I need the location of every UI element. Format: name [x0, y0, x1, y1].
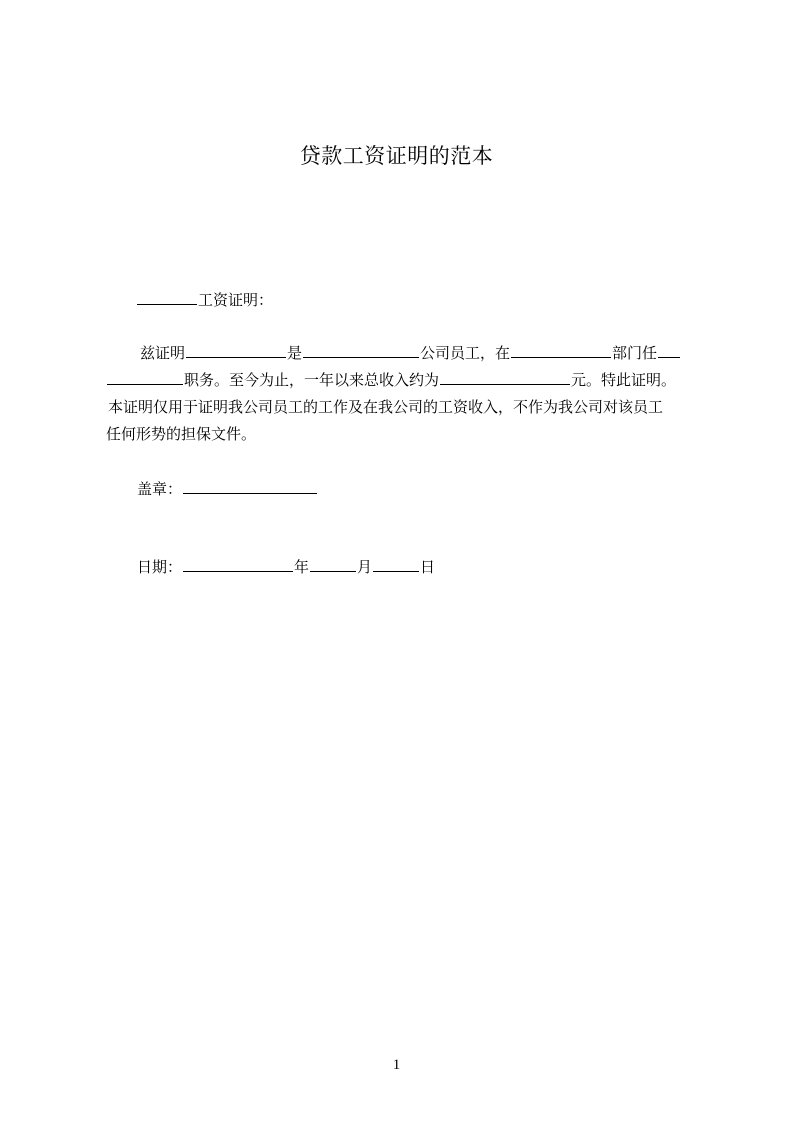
document-title: 贷款工资证明的范本 — [299, 144, 494, 168]
year-label: 年 — [294, 558, 310, 576]
department-blank — [511, 342, 611, 358]
salutation-line — [136, 289, 273, 311]
day-label: 日 — [420, 558, 436, 576]
seal-line — [137, 478, 318, 500]
seal-blank — [183, 478, 317, 494]
body-text: 是 — [287, 344, 303, 362]
company-blank — [303, 342, 419, 358]
body-text: 职务。至今为止，一年以来总收入约为 — [184, 371, 440, 389]
company-name-blank — [137, 289, 197, 305]
body-line-4: 任何形势的担保文件。 — [106, 425, 257, 443]
income-blank — [440, 369, 570, 385]
month-label: 月 — [357, 558, 373, 576]
page-number: 1 — [392, 1057, 401, 1073]
salutation-text: 工资证明： — [198, 291, 274, 309]
seal-label: 盖章： — [137, 480, 183, 498]
year-blank — [183, 556, 293, 572]
body-text: 兹证明 — [140, 344, 186, 362]
body-text: 部门任 — [612, 344, 658, 362]
position-blank-start — [658, 342, 680, 358]
position-blank-end — [107, 369, 183, 385]
date-line — [137, 556, 435, 578]
day-blank — [373, 556, 419, 572]
employee-name-blank — [186, 342, 286, 358]
date-label: 日期： — [137, 558, 183, 576]
body-line-3: 本证明仅用于证明我公司员工的工作及在我公司的工资收入，不作为我公司对该员工 — [108, 398, 664, 416]
body-line-2 — [106, 369, 676, 391]
body-line-1 — [140, 342, 681, 364]
body-text: 元。特此证明。 — [571, 371, 677, 389]
month-blank — [310, 556, 356, 572]
body-text: 公司员工，在 — [420, 344, 511, 362]
